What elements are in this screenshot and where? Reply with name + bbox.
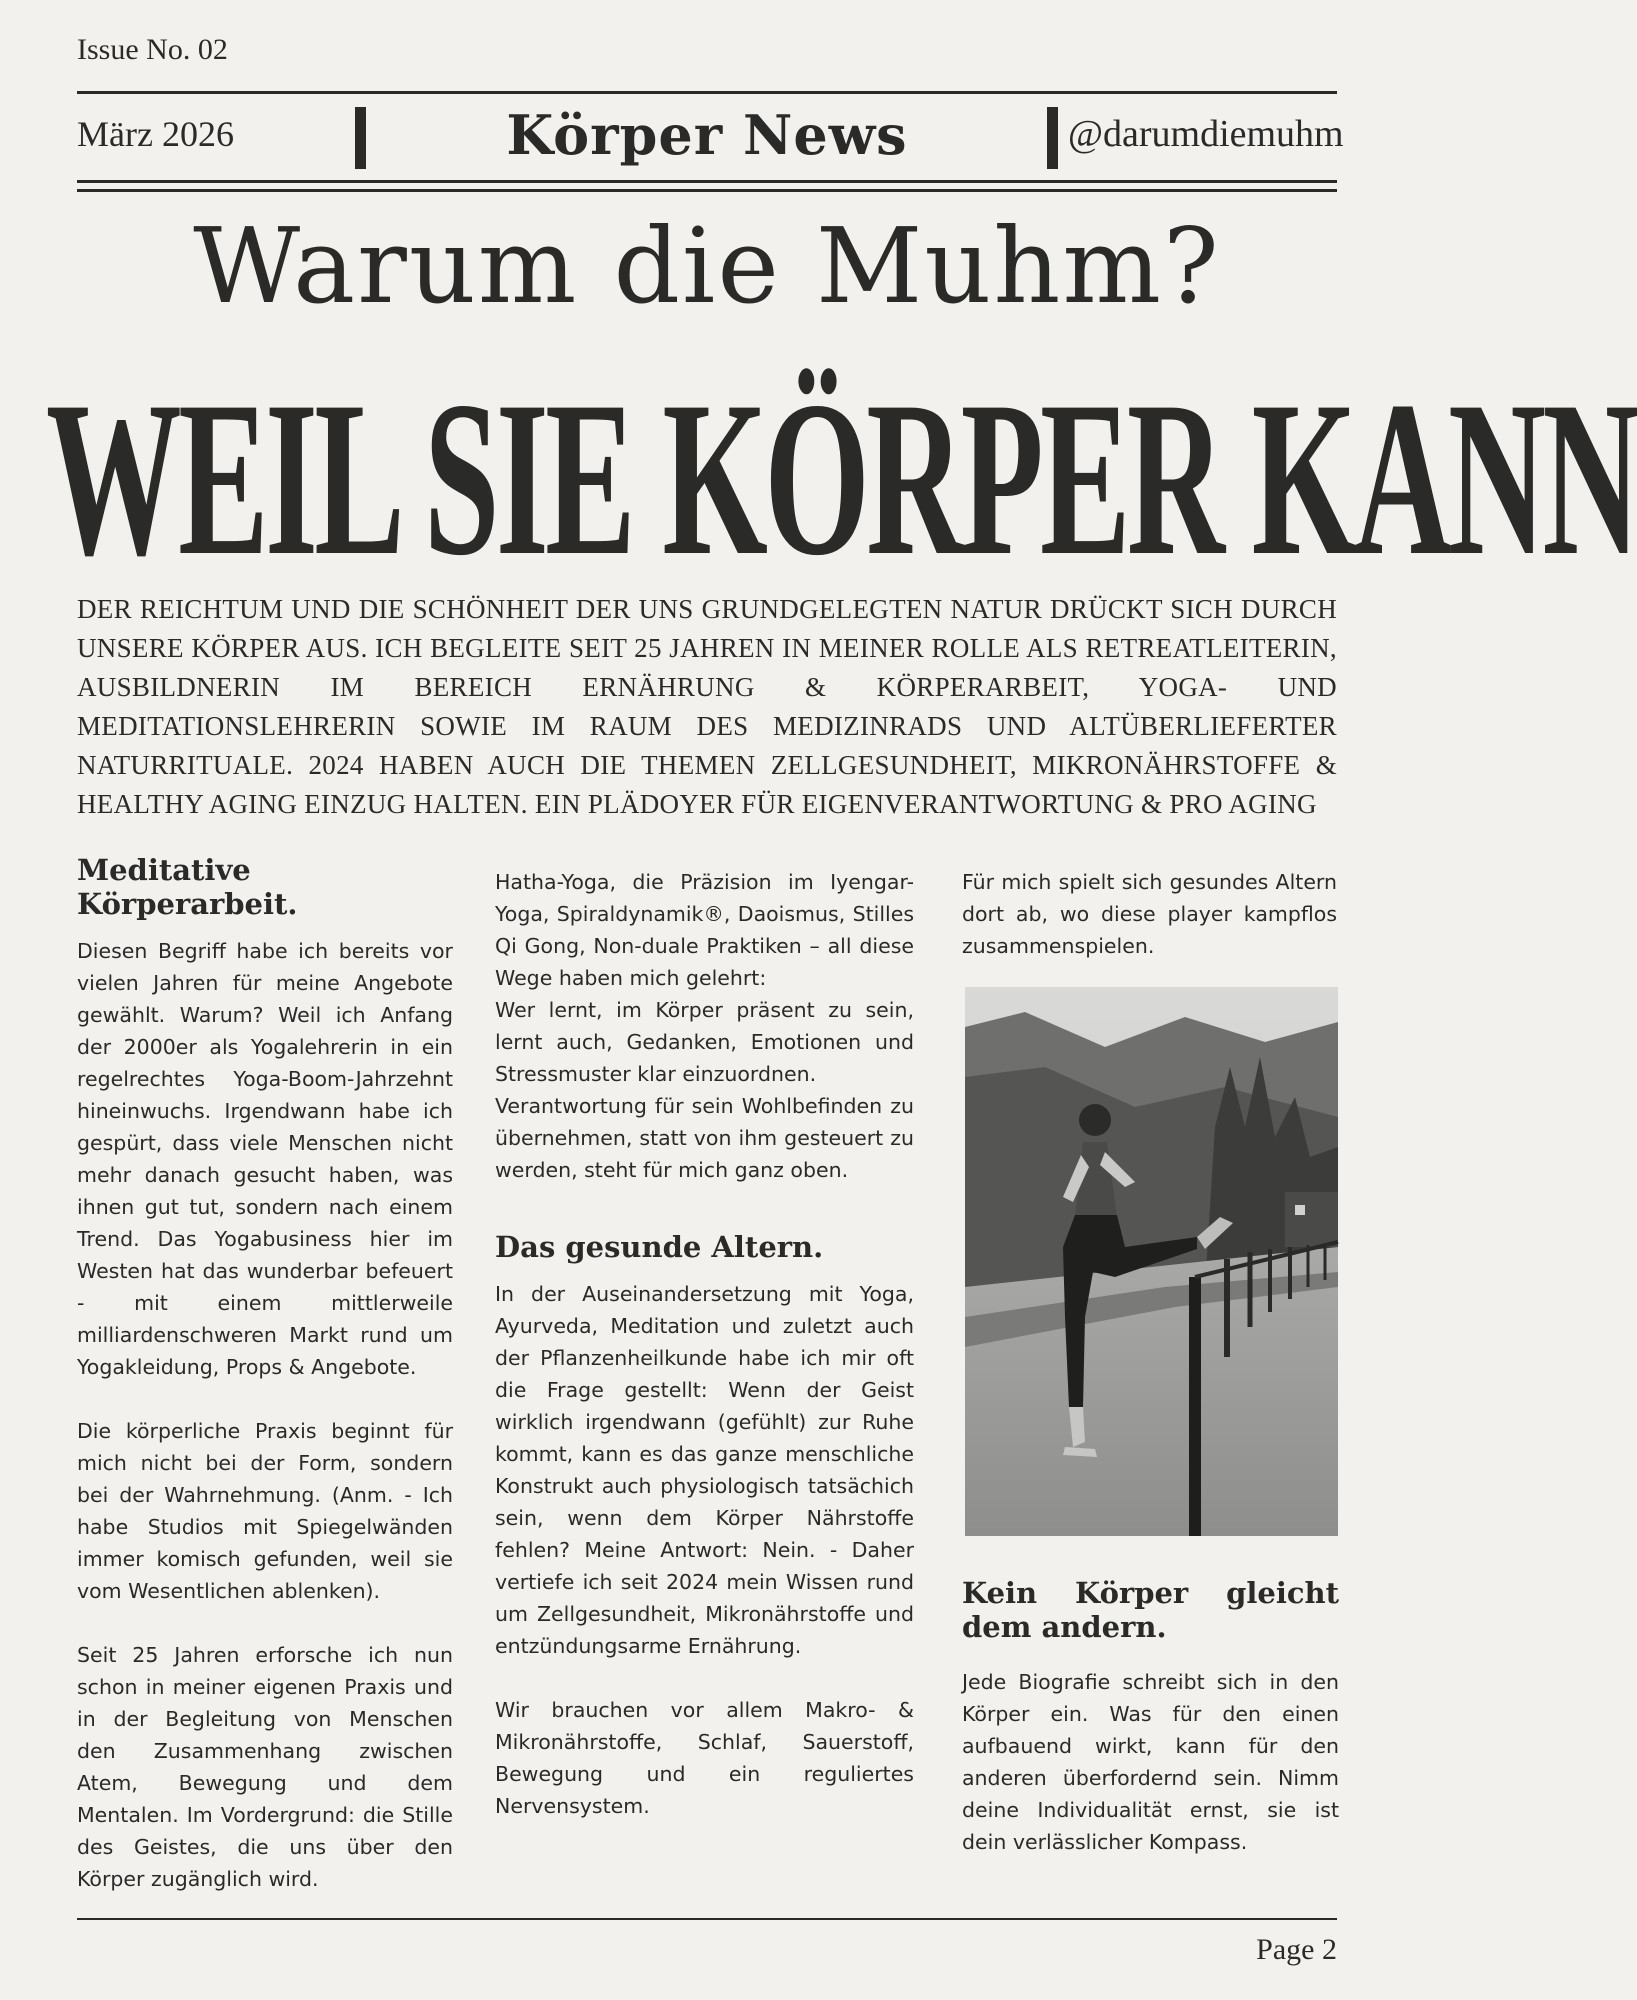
column-2-paragraph-2: Wer lernt, im Körper präsent zu sein, lernt auch, Gedanken, Emotionen und Stressmuster klar einzuordnen.: [495, 998, 914, 1086]
column-2-paragraph-3: Verantwortung für sein Wohlbefinden zu übernehmen, statt von ihm gesteuert zu werden, steht für mich ganz oben.: [495, 1094, 914, 1182]
social-handle: @darumdiemuhm: [1068, 113, 1344, 155]
column-2-paragraph-5: Wir brauchen vor allem Makro- & Mikronährstoffe, Schlaf, Sauerstoff, Bewegung und ein reguliertes Nervensystem.: [495, 1698, 914, 1818]
yoga-photo-icon: [965, 987, 1338, 1536]
masthead-top-rule: [77, 91, 1337, 94]
footer-rule: [77, 1918, 1337, 1920]
masthead-double-rule-top: [77, 180, 1337, 183]
column-1-paragraph-2: Die körperliche Praxis beginnt für mich nicht bei der Form, sondern bei der Wahrnehmung. (Anm. - Ich habe Studios mit Spiegelwänden immer komisch gefunden, weil sie vom Wesentlichen ablenken).: [77, 1419, 453, 1603]
column-3-top: [962, 866, 1337, 962]
column-1-paragraph-3: Seit 25 Jahren erforsche ich nun schon in meiner eigenen Praxis und in der Begleitung von Menschen den Zusammenhang zwischen Atem, Bewegung und dem Mentalen. Im Vordergrund: die Stille des Geistes, die uns über den Körper zugänglich wird.: [77, 1643, 453, 1891]
column-1-paragraph-1: Diesen Begriff habe ich bereits vor vielen Jahren für meine Angebote gewählt. Warum? Weil ich Anfang der 2000er als Yogalehrerin in ein regelrechtes Yoga-Boom-Jahrzehnt hineinwuchs. Irgendwann habe ich gespürt, dass viele Menschen nicht mehr danach gesucht haben, was ihnen gut tut, sondern nach einem Trend. Das Yogabusiness hier im Westen hat das wunderbar befeuert - mit einem mittlerweile milliardenschweren Markt rund um Yogakleidung, Props & Angebote.: [77, 939, 453, 1379]
masthead-divider-right: [1047, 107, 1058, 169]
main-headline: WEIL SIE KÖRPER KANN: [46, 356, 1637, 602]
section-heading-kein-koerper: Kein Körper gleicht dem andern.: [962, 1576, 1339, 1644]
column-3-paragraph-2: Jede Biografie schreibt sich in den Körper ein. Was für den einen aufbauend wirkt, kann für den anderen überfordernd sein. Nimm deine Individualität ernst, sie ist dein verlässlicher Kompass.: [962, 1670, 1339, 1854]
intro-paragraph: DER REICHTUM UND DIE SCHÖNHEIT DER UNS GRUNDGELEGTEN NATUR DRÜCKT SICH DURCH UNSERE KÖRPER AUS. ICH BEGLEITE SEIT 25 JAHREN IN MEINER ROLLE ALS RETREATLEITERIN, AUSBILDNERIN IM BEREICH ERNÄHRUNG & KÖRPERARBEIT, YOGA- UND MEDITATIONSLEHRERIN SOWIE IM RAUM DES MEDIZINRADS UND ALTÜBERLIEFERTER NATURRITUALE. 2024 HABEN AUCH DIE THEMEN ZELLGESUNDHEIT, MIKRONÄHRSTOFFE & HEALTHY AGING EINZUG HALTEN. EIN PLÄDOYER FÜR EIGENVERANTWORTUNG & PRO AGING: [77, 594, 1337, 819]
section-heading-altern: Das gesunde Altern.: [495, 1230, 824, 1264]
kicker-title: Warum die Muhm?: [193, 205, 1221, 327]
publication-title: Körper News: [506, 103, 908, 167]
column-2-paragraph-1: Hatha-Yoga, die Präzision im Iyengar-Yoga, Spiraldynamik®, Daoismus, Stilles Qi Gong, Non-duale Praktiken – all diese Wege haben mich gelehrt:: [495, 870, 914, 990]
page-number: Page 2: [1256, 1933, 1337, 1966]
section-heading-meditative: Meditative Körperarbeit.: [77, 853, 298, 921]
masthead-double-rule-bottom: [77, 189, 1337, 192]
column-3-bottom: [962, 1576, 1339, 1858]
issue-date: März 2026: [77, 114, 234, 154]
column-2: [495, 866, 914, 1822]
column-3-paragraph-1: Für mich spielt sich gesundes Altern dort ab, wo diese player kampflos zusammenspielen.: [962, 870, 1337, 958]
column-1: [77, 853, 453, 1895]
issue-number: Issue No. 02: [77, 33, 228, 66]
column-2-paragraph-4: In der Auseinandersetzung mit Yoga, Ayurveda, Meditation und zuletzt auch der Pflanzenheilkunde habe ich mir oft die Frage gestellt: Wenn der Geist wirklich irgendwann (gefühlt) zur Ruhe kommt, kann es das ganze menschliche Konstrukt auch physiologisch tatsächich sein, wenn dem Körper Nährstoffe fehlen? Meine Antwort: Nein. - Daher vertiefe ich seit 2024 mein Wissen rund um Zellgesundheit, Mikronährstoffe und entzündungsarme Ernährung.: [495, 1282, 914, 1658]
